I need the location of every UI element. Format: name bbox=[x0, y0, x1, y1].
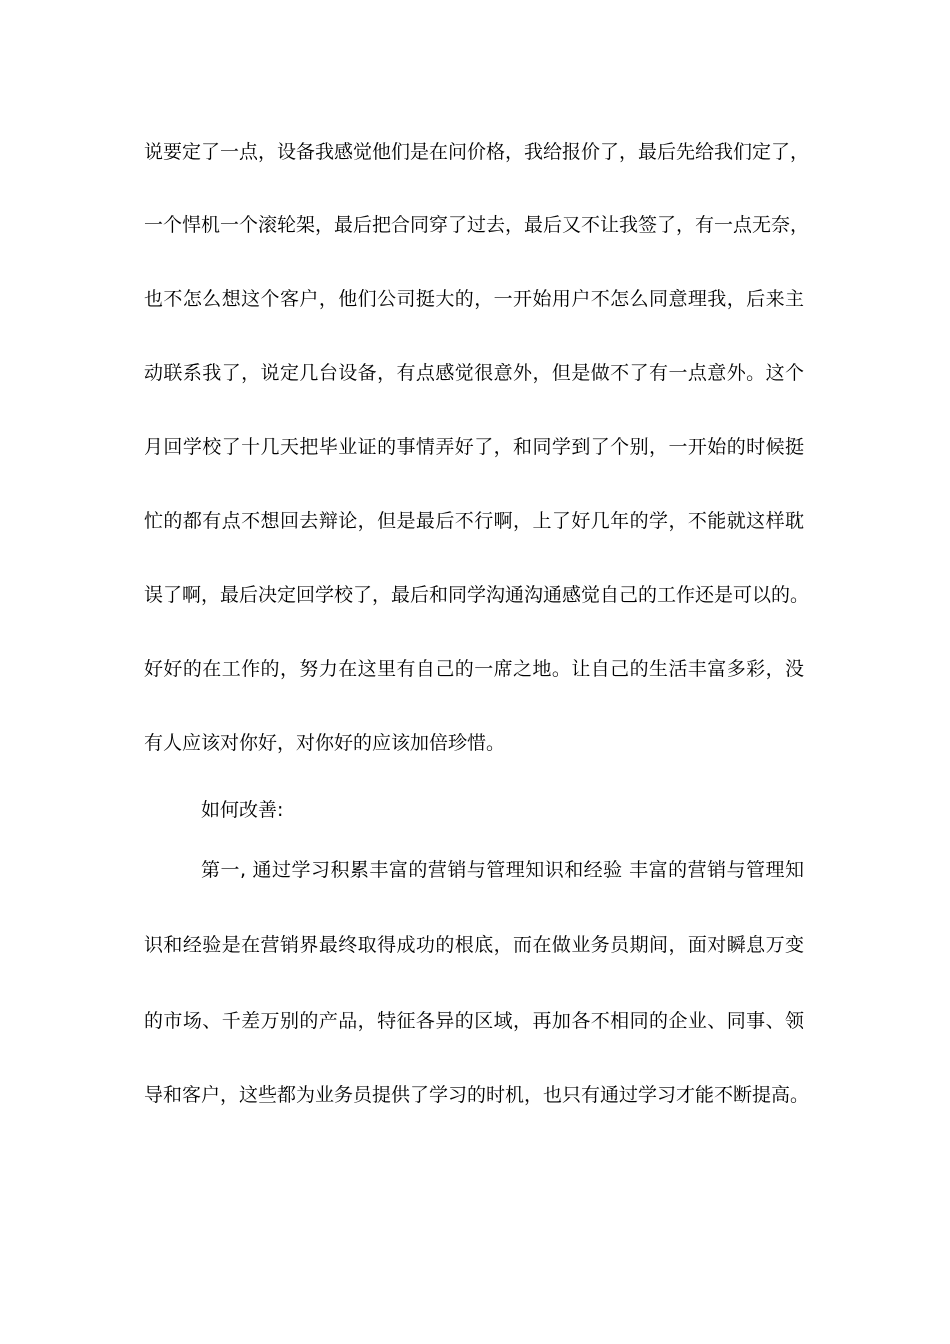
paragraph-line: 动联系我了，说定几台设备，有点感觉很意外，但是做不了有一点意外。这个 bbox=[144, 362, 804, 384]
paragraph-line: 好好的在工作的，努力在这里有自己的一席之地。让自己的生活丰富多彩，没 bbox=[144, 658, 804, 680]
paragraph-line: 第一, 通过学习积累丰富的营销与管理知识和经验 丰富的营销与管理知 bbox=[201, 859, 804, 881]
paragraph-line: 的市场、千差万别的产品，特征各异的区域，再加各不相同的企业、同事、领 bbox=[144, 1010, 804, 1032]
paragraph-line: 导和客户，这些都为业务员提供了学习的时机，也只有通过学习才能不断提高。 bbox=[144, 1084, 810, 1106]
section-heading: 如何改善: bbox=[201, 799, 284, 821]
paragraph-line: 有人应该对你好，对你好的应该加倍珍惜。 bbox=[144, 732, 506, 754]
paragraph-line: 识和经验是在营销界最终取得成功的根底，而在做业务员期间，面对瞬息万变 bbox=[144, 934, 804, 956]
paragraph-line: 也不怎么想这个客户，他们公司挺大的，一开始用户不怎么同意理我，后来主 bbox=[144, 288, 804, 310]
paragraph-line: 一个悍机一个滚轮架，最后把合同穿了过去，最后又不让我签了，有一点无奈， bbox=[144, 214, 810, 236]
paragraph-line: 说要定了一点，设备我感觉他们是在问价格，我给报价了，最后先给我们定了， bbox=[144, 141, 810, 163]
paragraph-line: 月回学校了十几天把毕业证的事情弄好了，和同学到了个别，一开始的时候挺 bbox=[144, 436, 804, 458]
paragraph-line: 忙的都有点不想回去辩论，但是最后不行啊，上了好几年的学，不能就这样耽 bbox=[144, 510, 804, 532]
paragraph-line: 误了啊，最后决定回学校了，最后和同学沟通沟通感觉自己的工作还是可以的。 bbox=[144, 584, 810, 606]
